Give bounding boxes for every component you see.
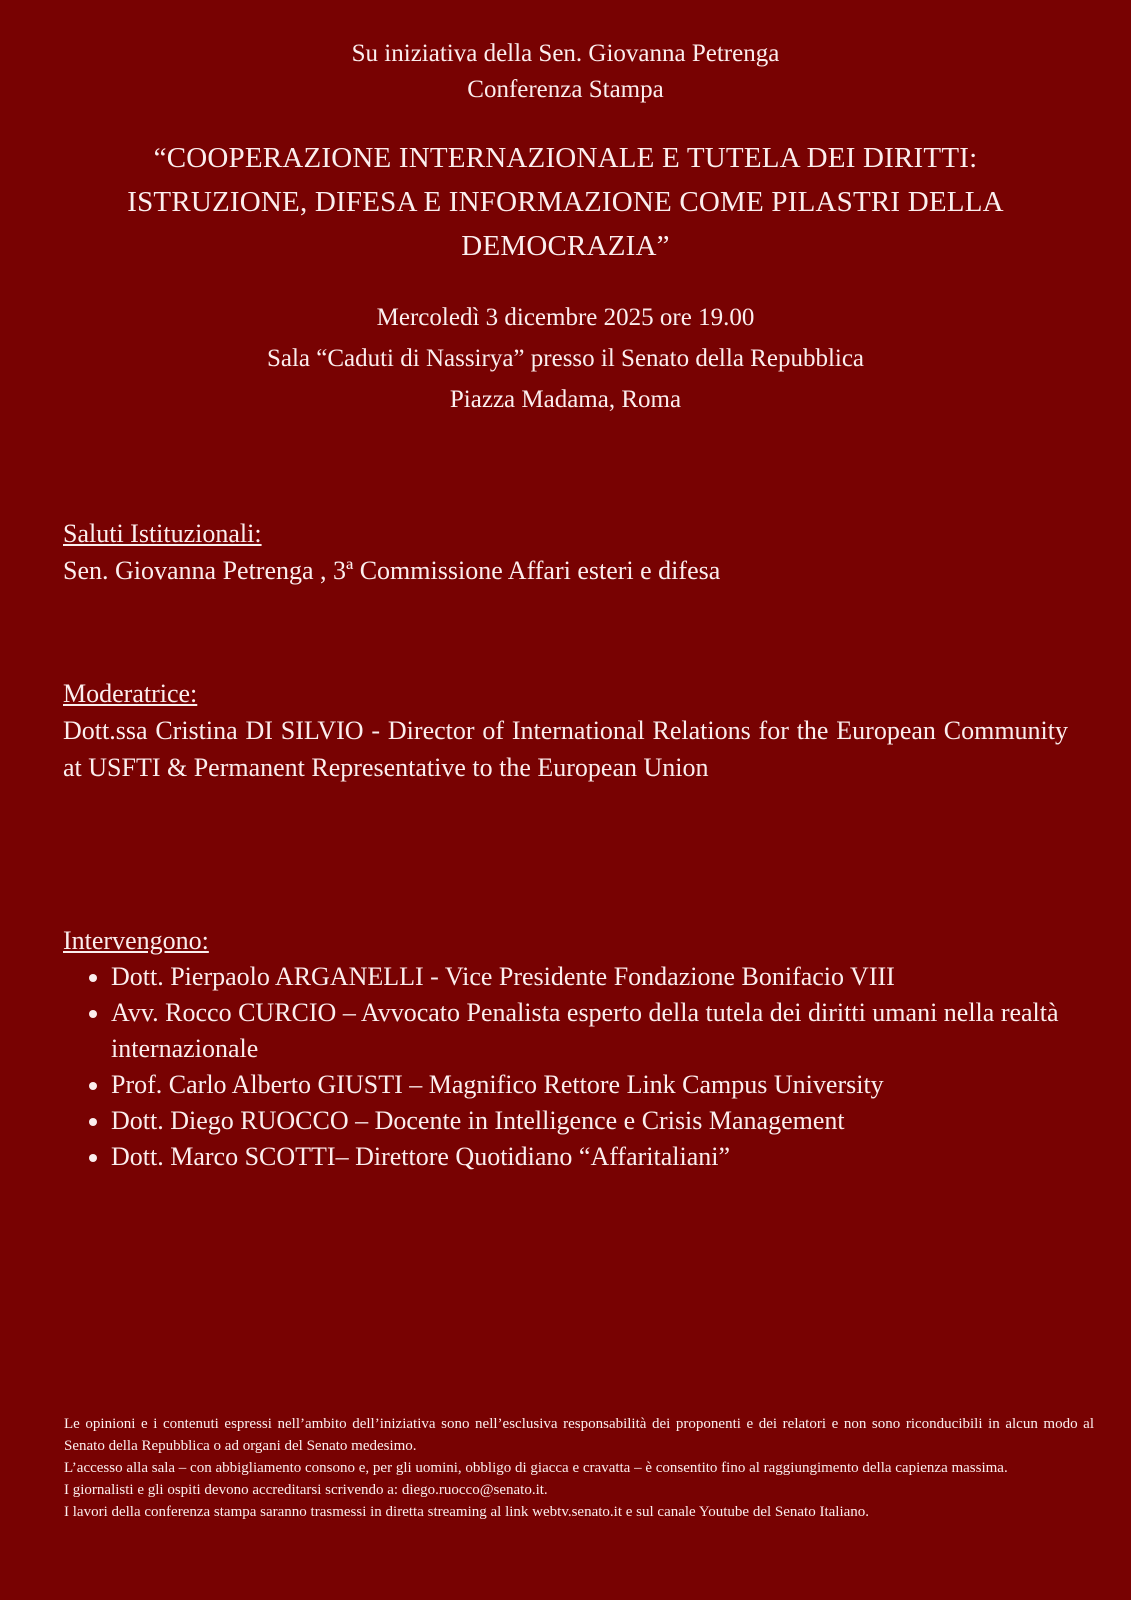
venue: Sala “Caduti di Nassirya” presso il Senato della Repubblica xyxy=(266,345,865,372)
event-details xyxy=(0,297,1131,420)
speaker-item: • Dott. Pierpaolo ARGANELLI - Vice Presidente Fondazione Bonifacio VIII xyxy=(111,959,1068,995)
disclaimer: Le opinioni e i contenuti espressi nell’ambito dell’iniziativa sono nell’esclusiva responsabilità dei proponenti e dei relatori e non sono riconducibili in alcun modo al Senato della Repubblica o ad organi del Senato medesimo. xyxy=(64,1416,1094,1454)
speakers-section xyxy=(63,922,1068,1175)
moderator-heading: Moderatrice: xyxy=(63,679,198,708)
moderator-text: Dott.ssa Cristina DI SILVIO - Director of International Relations for the European Community at USFTI & Permanent Representative to the European Union xyxy=(63,716,1068,782)
greetings-heading: Saluti Istituzionali: xyxy=(63,519,262,548)
speaker-item: • Dott. Diego RUOCCO – Docente in Intelligence e Crisis Management xyxy=(111,1103,1068,1139)
intro xyxy=(0,36,1131,108)
footer-notes xyxy=(64,1413,1094,1523)
speaker-item: • Dott. Marco SCOTTI– Direttore Quotidiano “Affaritaliani” xyxy=(111,1139,1068,1175)
event-title: “COOPERAZIONE INTERNAZIONALE E TUTELA DEI DIRITTI: ISTRUZIONE, DIFESA E INFORMAZIONE COME PILASTRI DELLA DEMOCRAZIA” xyxy=(127,142,1004,262)
speakers-list xyxy=(63,959,1068,1175)
address: Piazza Madama, Roma xyxy=(449,386,682,413)
streaming-note: I lavori della conferenza stampa saranno trasmessi in diretta streaming al link webtv.senato.it e sul canale Youtube del Senato Italiano. xyxy=(64,1504,870,1520)
speaker-item: • Avv. Rocco CURCIO – Avvocato Penalista esperto della tutela dei diritti umani nella realtà internazionale xyxy=(111,995,1068,1067)
initiative-text: Su iniziativa della Sen. Giovanna Petrenga xyxy=(351,40,780,67)
greetings-text: Sen. Giovanna Petrenga , 3ª Commissione Affari esteri e difesa xyxy=(63,556,721,585)
accreditation-note: I giornalisti e gli ospiti devono accreditarsi scrivendo a: diego.ruocco@senato.it. xyxy=(64,1482,548,1498)
moderator-section xyxy=(63,675,1068,786)
speaker-item: • Prof. Carlo Alberto GIUSTI – Magnifico Rettore Link Campus University xyxy=(111,1067,1068,1103)
date-time: Mercoledì 3 dicembre 2025 ore 19.00 xyxy=(376,304,755,331)
access-note: L’accesso alla sala – con abbigliamento consono e, per gli uomini, obbligo di giacca e cravatta – è consentito fino al raggiungimento della capienza massima. xyxy=(64,1460,1008,1476)
speakers-heading: Intervengono: xyxy=(63,926,209,955)
greetings-section xyxy=(63,515,1068,589)
event-type: Conferenza Stampa xyxy=(467,76,664,103)
